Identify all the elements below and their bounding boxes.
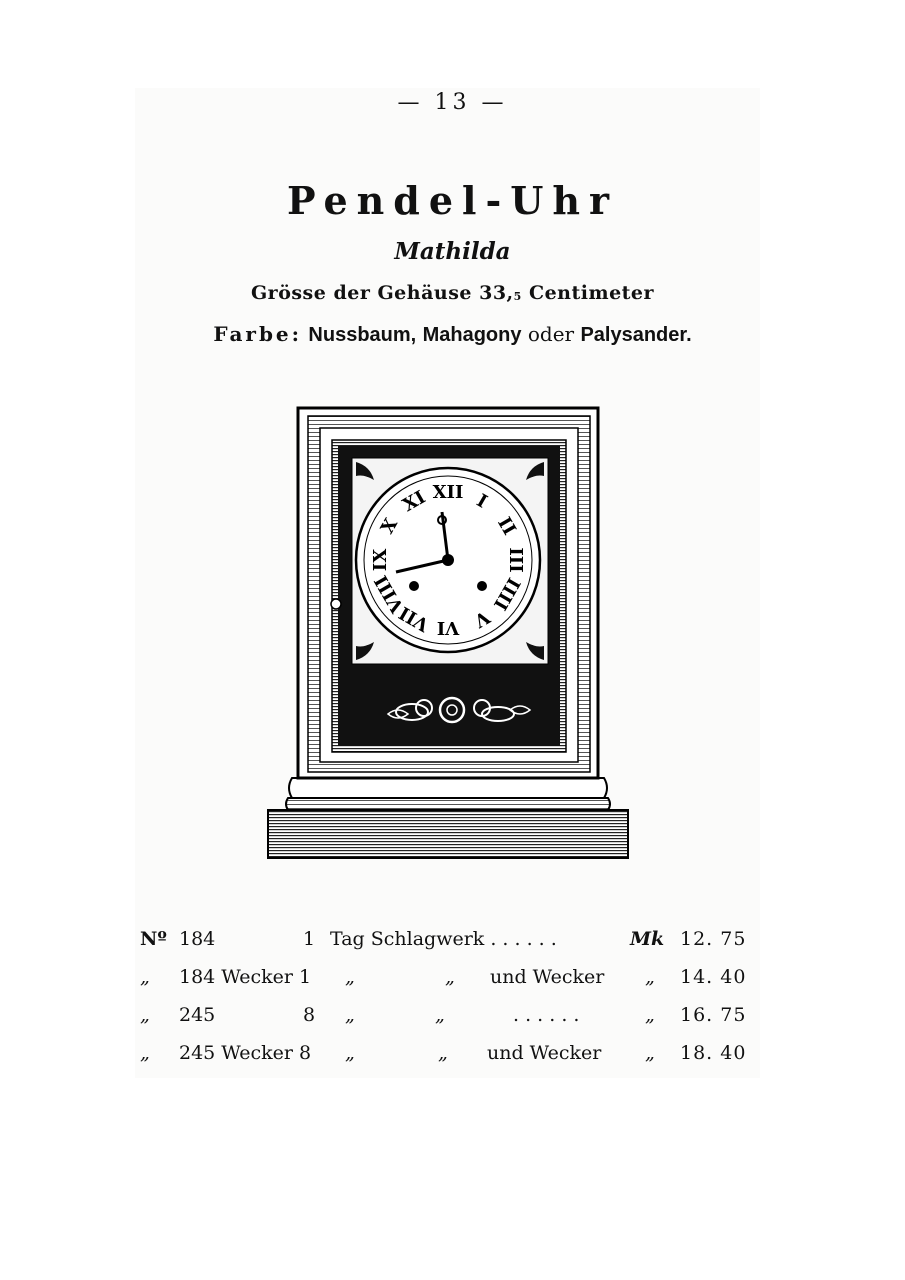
ditto-mark: „ bbox=[345, 966, 355, 988]
price-row bbox=[135, 1042, 755, 1080]
movement-desc: Tag Schlagwerk . . . . . . bbox=[330, 928, 557, 950]
model-number: 245 Wecker 8 bbox=[179, 1042, 312, 1064]
dial-numeral: II bbox=[493, 513, 520, 539]
dial-numeral: XII bbox=[432, 482, 464, 503]
ditto-mark: „ bbox=[140, 1004, 150, 1026]
extra-desc: und Wecker bbox=[490, 966, 605, 988]
winding-hole-right bbox=[477, 581, 487, 591]
ditto-mark: „ bbox=[345, 1004, 355, 1026]
page-title: Pendel-Uhr bbox=[286, 178, 619, 223]
clock-base-moulding bbox=[286, 798, 610, 810]
price-value: 12. 75 bbox=[680, 928, 747, 950]
ditto-mark: „ bbox=[645, 966, 655, 988]
clock-base-roll bbox=[289, 778, 607, 798]
ditto-mark: „ bbox=[345, 1042, 355, 1064]
dial-numeral: VI bbox=[436, 617, 460, 638]
number-label: Nº bbox=[140, 928, 167, 950]
page-number: — 13 — bbox=[397, 90, 508, 115]
clock-lower-glass bbox=[352, 674, 548, 744]
color-walnut: Nussbaum, bbox=[308, 324, 417, 346]
model-number: 245 bbox=[179, 1004, 216, 1026]
dial-numeral: IX bbox=[370, 548, 391, 572]
price-value: 16. 75 bbox=[680, 1004, 747, 1026]
dial-numeral: VIII bbox=[370, 571, 409, 616]
case-size-suffix: Centimeter bbox=[521, 282, 655, 304]
dial-numeral: IIII bbox=[488, 573, 524, 614]
ditto-mark: „ bbox=[645, 1042, 655, 1064]
price-list bbox=[135, 928, 755, 1080]
color-mahogany: Mahagony bbox=[422, 324, 522, 346]
mantel-clock-illustration bbox=[264, 400, 632, 862]
price-row bbox=[135, 928, 755, 966]
color-label: Farbe: bbox=[213, 322, 303, 346]
days-count: 8 bbox=[303, 1004, 316, 1026]
dial-numeral: VII bbox=[395, 601, 433, 636]
case-size-decimal: 5 bbox=[513, 290, 522, 303]
color-palisander: Palysander. bbox=[580, 324, 692, 346]
model-number: 184 Wecker 1 bbox=[179, 966, 312, 988]
price-row bbox=[135, 966, 755, 1004]
leader-dots: . . . . . . bbox=[513, 1004, 580, 1026]
color-options-line bbox=[0, 322, 905, 347]
clock-base-plinth bbox=[268, 810, 628, 858]
dial-numeral: III bbox=[505, 547, 526, 573]
dial-numeral: X bbox=[376, 514, 403, 538]
currency-unit: Mk bbox=[630, 928, 665, 950]
dial-numeral: V bbox=[470, 605, 494, 632]
extra-desc: und Wecker bbox=[487, 1042, 602, 1064]
days-count: 1 bbox=[303, 928, 316, 950]
winding-hole-left bbox=[409, 581, 419, 591]
price-value: 14. 40 bbox=[680, 966, 747, 988]
dial-numeral: XI bbox=[399, 486, 430, 517]
ditto-mark: „ bbox=[140, 1042, 150, 1064]
model-name: Mathilda bbox=[394, 238, 511, 265]
price-row bbox=[135, 1004, 755, 1042]
clock-center-pin bbox=[442, 554, 454, 566]
ditto-mark: „ bbox=[140, 966, 150, 988]
ditto-mark: „ bbox=[435, 1004, 445, 1026]
ditto-mark: „ bbox=[438, 1042, 448, 1064]
ditto-mark: „ bbox=[445, 966, 455, 988]
clock-door-knob bbox=[331, 599, 341, 609]
case-size-line bbox=[0, 282, 905, 304]
dial-numeral: I bbox=[472, 490, 491, 513]
model-number: 184 bbox=[179, 928, 216, 950]
color-conjunction: oder bbox=[527, 322, 575, 346]
price-value: 18. 40 bbox=[680, 1042, 747, 1064]
ditto-mark: „ bbox=[645, 1004, 655, 1026]
case-size-prefix: Grösse der Gehäuse 33, bbox=[250, 282, 514, 304]
